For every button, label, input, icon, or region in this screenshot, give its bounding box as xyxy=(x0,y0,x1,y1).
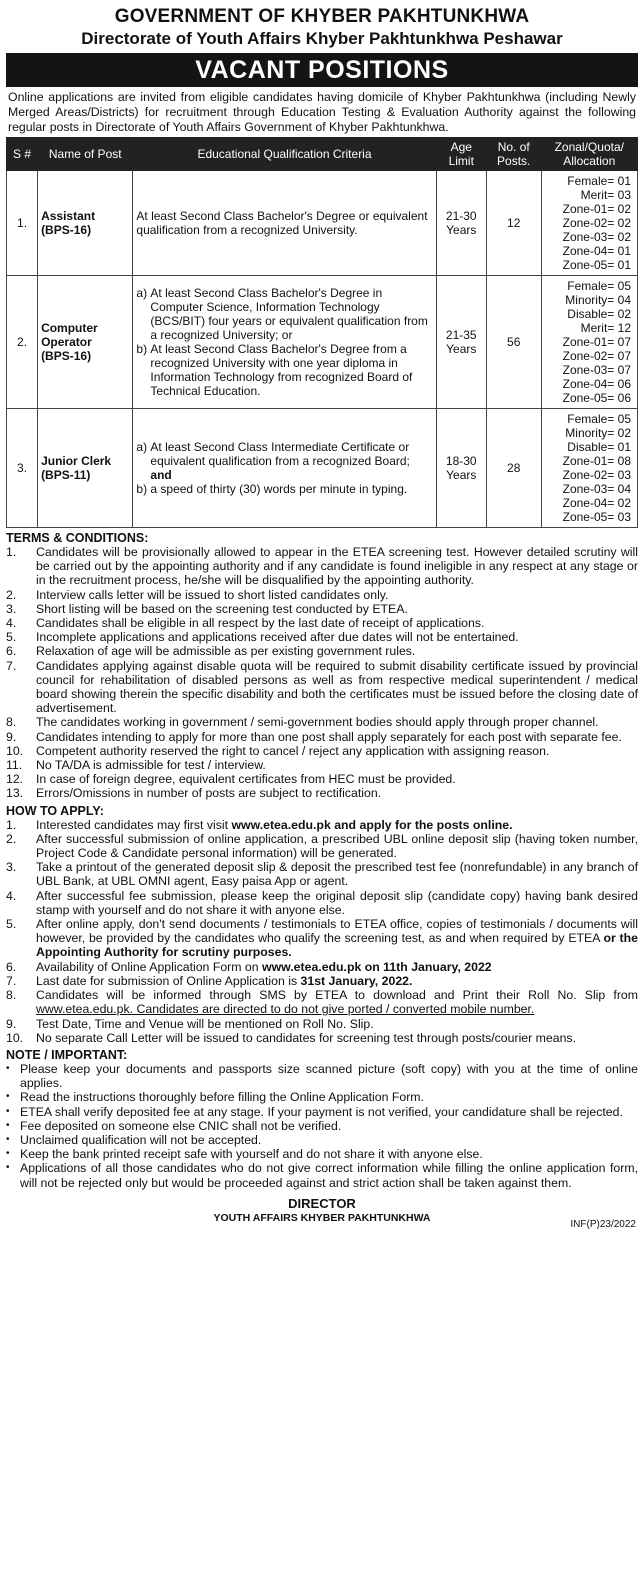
website-link[interactable]: www.etea.edu.pk on 11th January, 2022 xyxy=(262,959,492,974)
item-text: Last date for submission of Online Application is xyxy=(36,973,301,988)
list-item xyxy=(6,602,638,616)
quota-line: Zone-04= 06 xyxy=(562,377,631,391)
item-number: 1. xyxy=(6,545,17,559)
item-number: 2. xyxy=(6,587,17,602)
item-text: Applications of all those candidates who do not give correct information while filling the online application form, will not be rejected only but would be proceeded against and strict action shall be taken against them. xyxy=(20,1161,638,1190)
item-number: 9. xyxy=(6,729,17,744)
item-text: Keep the bank printed receipt safe with yourself and do not share it with anyone else. xyxy=(20,1147,483,1162)
quota-line: Zone-01= 07 xyxy=(562,335,631,349)
item-number: 3. xyxy=(6,860,17,875)
table-header-row xyxy=(7,138,638,171)
age-range: 21-35 xyxy=(445,328,477,342)
criteria-text: a speed of thirty (30) words per minute in typing. xyxy=(150,482,408,496)
website-link[interactable]: www.etea.edu.pk. Candidates are directed to do not give ported / converted mobile number. xyxy=(36,1002,535,1017)
bullet-icon: • xyxy=(6,1162,10,1174)
item-number: 6. xyxy=(6,644,17,659)
item-number: 4. xyxy=(6,616,17,631)
quota-line: Zone-01= 02 xyxy=(562,202,631,216)
list-item xyxy=(6,616,638,630)
row-sn: 2. xyxy=(7,276,38,409)
footer xyxy=(6,1196,638,1232)
positions-table xyxy=(6,137,638,528)
item-text: No separate Call Letter will be issued to candidates for screening test through posts/courier means. xyxy=(36,1030,576,1045)
list-item xyxy=(6,974,638,988)
list-item xyxy=(6,889,638,917)
quota-line: Zone-04= 01 xyxy=(562,244,631,258)
criteria-letter: a) xyxy=(136,440,148,454)
list-item xyxy=(6,1031,638,1045)
item-text: Availability of Online Application Form on xyxy=(36,959,263,974)
criteria-letter: b) xyxy=(136,482,148,496)
post-bps: (BPS-11) xyxy=(41,468,91,482)
item-text: Candidates applying against disable quota will be required to submit disability certificate issued by provincial council for rehabilitation of disabled persons as well as from respective medical superintendent / medical board showing therein the specific disability and both the certificates must be issued before the closing date of advertisement. xyxy=(36,658,638,716)
item-text: No TA/DA is admissible for test / interview. xyxy=(36,758,266,773)
terms-list xyxy=(6,545,638,801)
quota-line: Zone-05= 01 xyxy=(562,258,631,272)
list-item xyxy=(6,644,638,658)
criteria-text: At least Second Class Intermediate Certificate or equivalent qualification from a recognized Board; xyxy=(150,440,410,468)
list-item xyxy=(6,860,638,888)
header-quota: Zonal/Quota/ Allocation xyxy=(541,138,637,171)
row-age xyxy=(436,409,486,528)
age-unit: Years xyxy=(446,468,477,482)
item-text: Short listing will be based on the screening test conducted by ETEA. xyxy=(36,601,408,616)
post-name: Junior Clerk xyxy=(41,454,112,468)
item-text: Candidates shall be eligible in all respect by the last date of receipt of applications. xyxy=(36,616,485,631)
post-name: Computer Operator xyxy=(41,321,98,349)
criteria-item xyxy=(136,286,432,342)
bullet-icon: • xyxy=(6,1133,10,1145)
item-text: After online apply, don't send documents / testimonials to ETEA office, copies of testimonials / documents will however, be provided by the candidates who qualify the screening test, as and when required by ETEA xyxy=(36,917,638,946)
bullet-icon: • xyxy=(6,1105,10,1117)
row-criteria xyxy=(133,276,436,409)
list-item xyxy=(6,786,638,800)
header-sn: S # xyxy=(7,138,38,171)
signatory-office: YOUTH AFFAIRS KHYBER PAKHTUNKHWA xyxy=(213,1211,431,1224)
quota-line: Zone-01= 08 xyxy=(562,454,631,468)
list-item xyxy=(6,772,638,786)
item-number: 2. xyxy=(6,831,17,846)
post-name: Assistant xyxy=(41,209,96,223)
item-number: 4. xyxy=(6,888,17,903)
list-item xyxy=(6,988,638,1016)
criteria-item xyxy=(136,342,432,398)
quota-line: Zone-02= 07 xyxy=(562,349,631,363)
list-item xyxy=(6,730,638,744)
item-number: 1. xyxy=(6,817,17,832)
row-quota xyxy=(541,171,637,276)
row-age xyxy=(436,171,486,276)
item-text: Incomplete applications and applications received after due dates will not be entertained. xyxy=(36,630,519,645)
post-bps: (BPS-16) xyxy=(41,349,92,363)
item-text: Candidates will be informed through SMS by ETEA to download and Print their Roll No. Slip from xyxy=(36,988,638,1003)
website-link[interactable]: www.etea.edu.pk and apply for the posts online. xyxy=(231,817,513,832)
vacant-positions-banner: VACANT POSITIONS xyxy=(6,53,638,87)
quota-line: Female= 01 xyxy=(567,174,631,188)
age-unit: Years xyxy=(446,342,477,356)
item-text: ETEA shall verify deposited fee at any stage. If your payment is not verified, your candidature shall be rejected. xyxy=(20,1104,623,1119)
item-number: 3. xyxy=(6,601,17,616)
list-item xyxy=(6,1017,638,1031)
quota-line: Merit= 12 xyxy=(580,321,631,335)
item-number: 8. xyxy=(6,988,17,1003)
list-item xyxy=(6,1147,638,1161)
header-posts: No. of Posts. xyxy=(486,138,541,171)
row-age xyxy=(436,276,486,409)
item-number: 6. xyxy=(6,959,17,974)
item-text-wrap xyxy=(36,960,638,974)
item-number: 10. xyxy=(6,743,24,758)
quota-line: Zone-04= 02 xyxy=(562,496,631,510)
quota-line: Female= 05 xyxy=(567,412,631,426)
post-bps: (BPS-16) xyxy=(41,223,92,237)
signatory-title: DIRECTOR xyxy=(288,1195,356,1211)
quota-line: Zone-05= 06 xyxy=(562,391,631,405)
bullet-icon: • xyxy=(6,1062,10,1074)
item-text-wrap xyxy=(36,974,638,988)
item-text-wrap xyxy=(36,988,638,1016)
row-quota xyxy=(541,409,637,528)
list-item xyxy=(6,1105,638,1119)
row-criteria xyxy=(133,409,436,528)
bullet-icon: • xyxy=(6,1119,10,1131)
list-item xyxy=(6,659,638,716)
item-text-wrap xyxy=(36,818,638,832)
list-item xyxy=(6,917,638,960)
row-post xyxy=(38,171,133,276)
row-sn: 1. xyxy=(7,171,38,276)
list-item xyxy=(6,1119,638,1133)
header-criteria: Educational Qualification Criteria xyxy=(133,138,436,171)
age-unit: Years xyxy=(446,223,477,237)
list-item xyxy=(6,1161,638,1189)
how-to-apply-list xyxy=(6,818,638,1045)
item-text: After successful fee submission, please keep the original deposit slip (candidate copy) having bank desired stamp with yourself and do not share it with anyone else. xyxy=(36,888,638,917)
item-text: Errors/Omissions in number of posts are subject to rectification. xyxy=(36,786,382,801)
quota-line: Zone-05= 03 xyxy=(562,510,631,524)
notes-title: NOTE / IMPORTANT: xyxy=(6,1047,128,1062)
row-post xyxy=(38,409,133,528)
item-text: Candidates will be provisionally allowed to appear in the ETEA screening test. However detailed scrutiny will be carried out by the appointing authority and if any candidate is found ineligible in any respect at any stage or in the recruitment process, he/she will be disqualified by the appointing authority. xyxy=(36,545,638,588)
criteria-text: At least Second Class Bachelor's Degree from a recognized University with one year diploma in Information Technology from recognized Board of Technical Education. xyxy=(150,342,413,398)
list-item xyxy=(6,1133,638,1147)
item-number: 12. xyxy=(6,772,24,787)
quota-line: Disable= 01 xyxy=(567,440,631,454)
list-item xyxy=(6,715,638,729)
last-date: 31st January, 2022. xyxy=(300,973,413,988)
item-number: 9. xyxy=(6,1016,17,1031)
item-text: Take a printout of the generated deposit slip & deposit the prescribed test fee (nonrefundable) in any branch of UBL Bank, at UBL OMNI agent, Easy paisa App or agent. xyxy=(36,860,638,889)
item-bold: or the Appointing Authority for scrutiny purposes. xyxy=(36,931,638,960)
quota-line: Minority= 04 xyxy=(565,293,631,307)
notes-list xyxy=(6,1062,638,1190)
list-item xyxy=(6,1090,638,1104)
advertisement xyxy=(6,0,638,1232)
age-range: 21-30 xyxy=(445,209,477,223)
row-posts: 12 xyxy=(486,171,541,276)
intro-paragraph: Online applications are invited from eligible candidates having domicile of Khyber Pakhtunkhwa (including Newly Merged Areas/Districts) for recruitment through Education Testing & Evaluation Authority against the following regular posts in Directorate of Youth Affairs Government of Khyber Pakhtunkhwa. xyxy=(8,90,636,134)
list-item xyxy=(6,818,638,832)
table-row xyxy=(7,276,638,409)
quota-line: Female= 05 xyxy=(567,279,631,293)
directorate-title: Directorate of Youth Affairs Khyber Pakhtunkhwa Peshawar xyxy=(81,29,563,48)
criteria-bold: and xyxy=(150,468,172,482)
item-text: The candidates working in government / semi-government bodies should apply through proper channel. xyxy=(36,715,599,730)
row-criteria: At least Second Class Bachelor's Degree or equivalent qualification from a recognized University. xyxy=(133,171,436,276)
quota-line: Zone-03= 04 xyxy=(562,482,631,496)
item-number: 13. xyxy=(6,786,24,801)
item-text: Competent authority reserved the right to cancel / reject any application with assigning reason. xyxy=(36,743,550,758)
item-text: Read the instructions thoroughly before filling the Online Application Form. xyxy=(20,1090,424,1105)
bullet-icon: • xyxy=(6,1148,10,1160)
table-row xyxy=(7,171,638,276)
quota-line: Zone-03= 07 xyxy=(562,363,631,377)
bullet-icon: • xyxy=(6,1091,10,1103)
item-text: In case of foreign degree, equivalent certificates from HEC must be provided. xyxy=(36,772,456,787)
list-item xyxy=(6,758,638,772)
list-item xyxy=(6,744,638,758)
reference-number: INF(P)23/2022 xyxy=(570,1218,636,1230)
list-item xyxy=(6,630,638,644)
item-number: 7. xyxy=(6,658,17,673)
quota-line: Zone-02= 03 xyxy=(562,468,631,482)
criteria-letter: a) xyxy=(136,286,148,300)
item-number: 8. xyxy=(6,715,17,730)
table-row xyxy=(7,409,638,528)
criteria-item xyxy=(136,440,432,482)
quota-line: Disable= 02 xyxy=(567,307,631,321)
criteria-text: At least Second Class Bachelor's Degree in Computer Science, Information Technology (BCS/BIT) four years or equivalent qualification from a recognized University; or xyxy=(150,286,428,342)
government-title: GOVERNMENT OF KHYBER PAKHTUNKHWA xyxy=(114,6,530,27)
criteria-text-wrap xyxy=(150,440,432,482)
item-text-wrap xyxy=(36,917,638,960)
row-post xyxy=(38,276,133,409)
row-posts: 56 xyxy=(486,276,541,409)
quota-line: Minority= 02 xyxy=(565,426,631,440)
quota-line: Merit= 03 xyxy=(580,188,631,202)
item-text: Candidates intending to apply for more than one post shall apply separately for each post with separate fee. xyxy=(36,729,622,744)
list-item xyxy=(6,588,638,602)
age-range: 18-30 xyxy=(445,454,477,468)
item-text: Interview calls letter will be issued to short listed candidates only. xyxy=(36,587,389,602)
item-text: Unclaimed qualification will not be accepted. xyxy=(20,1132,262,1147)
item-number: 7. xyxy=(6,973,17,988)
list-item xyxy=(6,832,638,860)
item-text: Interested candidates may first visit xyxy=(36,817,232,832)
row-sn: 3. xyxy=(7,409,38,528)
criteria-letter: b) xyxy=(136,342,148,356)
header-age: Age Limit xyxy=(436,138,486,171)
item-text: Please keep your documents and passports size scanned picture (soft copy) with you at the time of online applies. xyxy=(20,1061,638,1091)
item-text: Fee deposited on someone else CNIC shall not be verified. xyxy=(20,1118,342,1133)
quota-line: Zone-03= 02 xyxy=(562,230,631,244)
item-text: Test Date, Time and Venue will be mentioned on Roll No. Slip. xyxy=(36,1016,374,1031)
quota-line: Zone-02= 02 xyxy=(562,216,631,230)
terms-title: TERMS & CONDITIONS: xyxy=(6,531,149,545)
list-item xyxy=(6,545,638,588)
item-text: After successful submission of online application, a prescribed UBL online deposit slip (having token number, Project Code & Candidate personal information) will be generated. xyxy=(36,831,638,861)
item-number: 11. xyxy=(6,758,23,773)
row-posts: 28 xyxy=(486,409,541,528)
item-number: 5. xyxy=(6,917,17,932)
list-item xyxy=(6,1062,638,1090)
row-quota xyxy=(541,276,637,409)
item-number: 5. xyxy=(6,630,17,645)
header-post: Name of Post xyxy=(38,138,133,171)
criteria-item xyxy=(136,482,432,496)
list-item xyxy=(6,960,638,974)
item-text: Relaxation of age will be admissible as per existing government rules. xyxy=(36,644,416,659)
item-number: 10. xyxy=(6,1030,24,1045)
how-to-apply-title: HOW TO APPLY: xyxy=(6,803,104,818)
